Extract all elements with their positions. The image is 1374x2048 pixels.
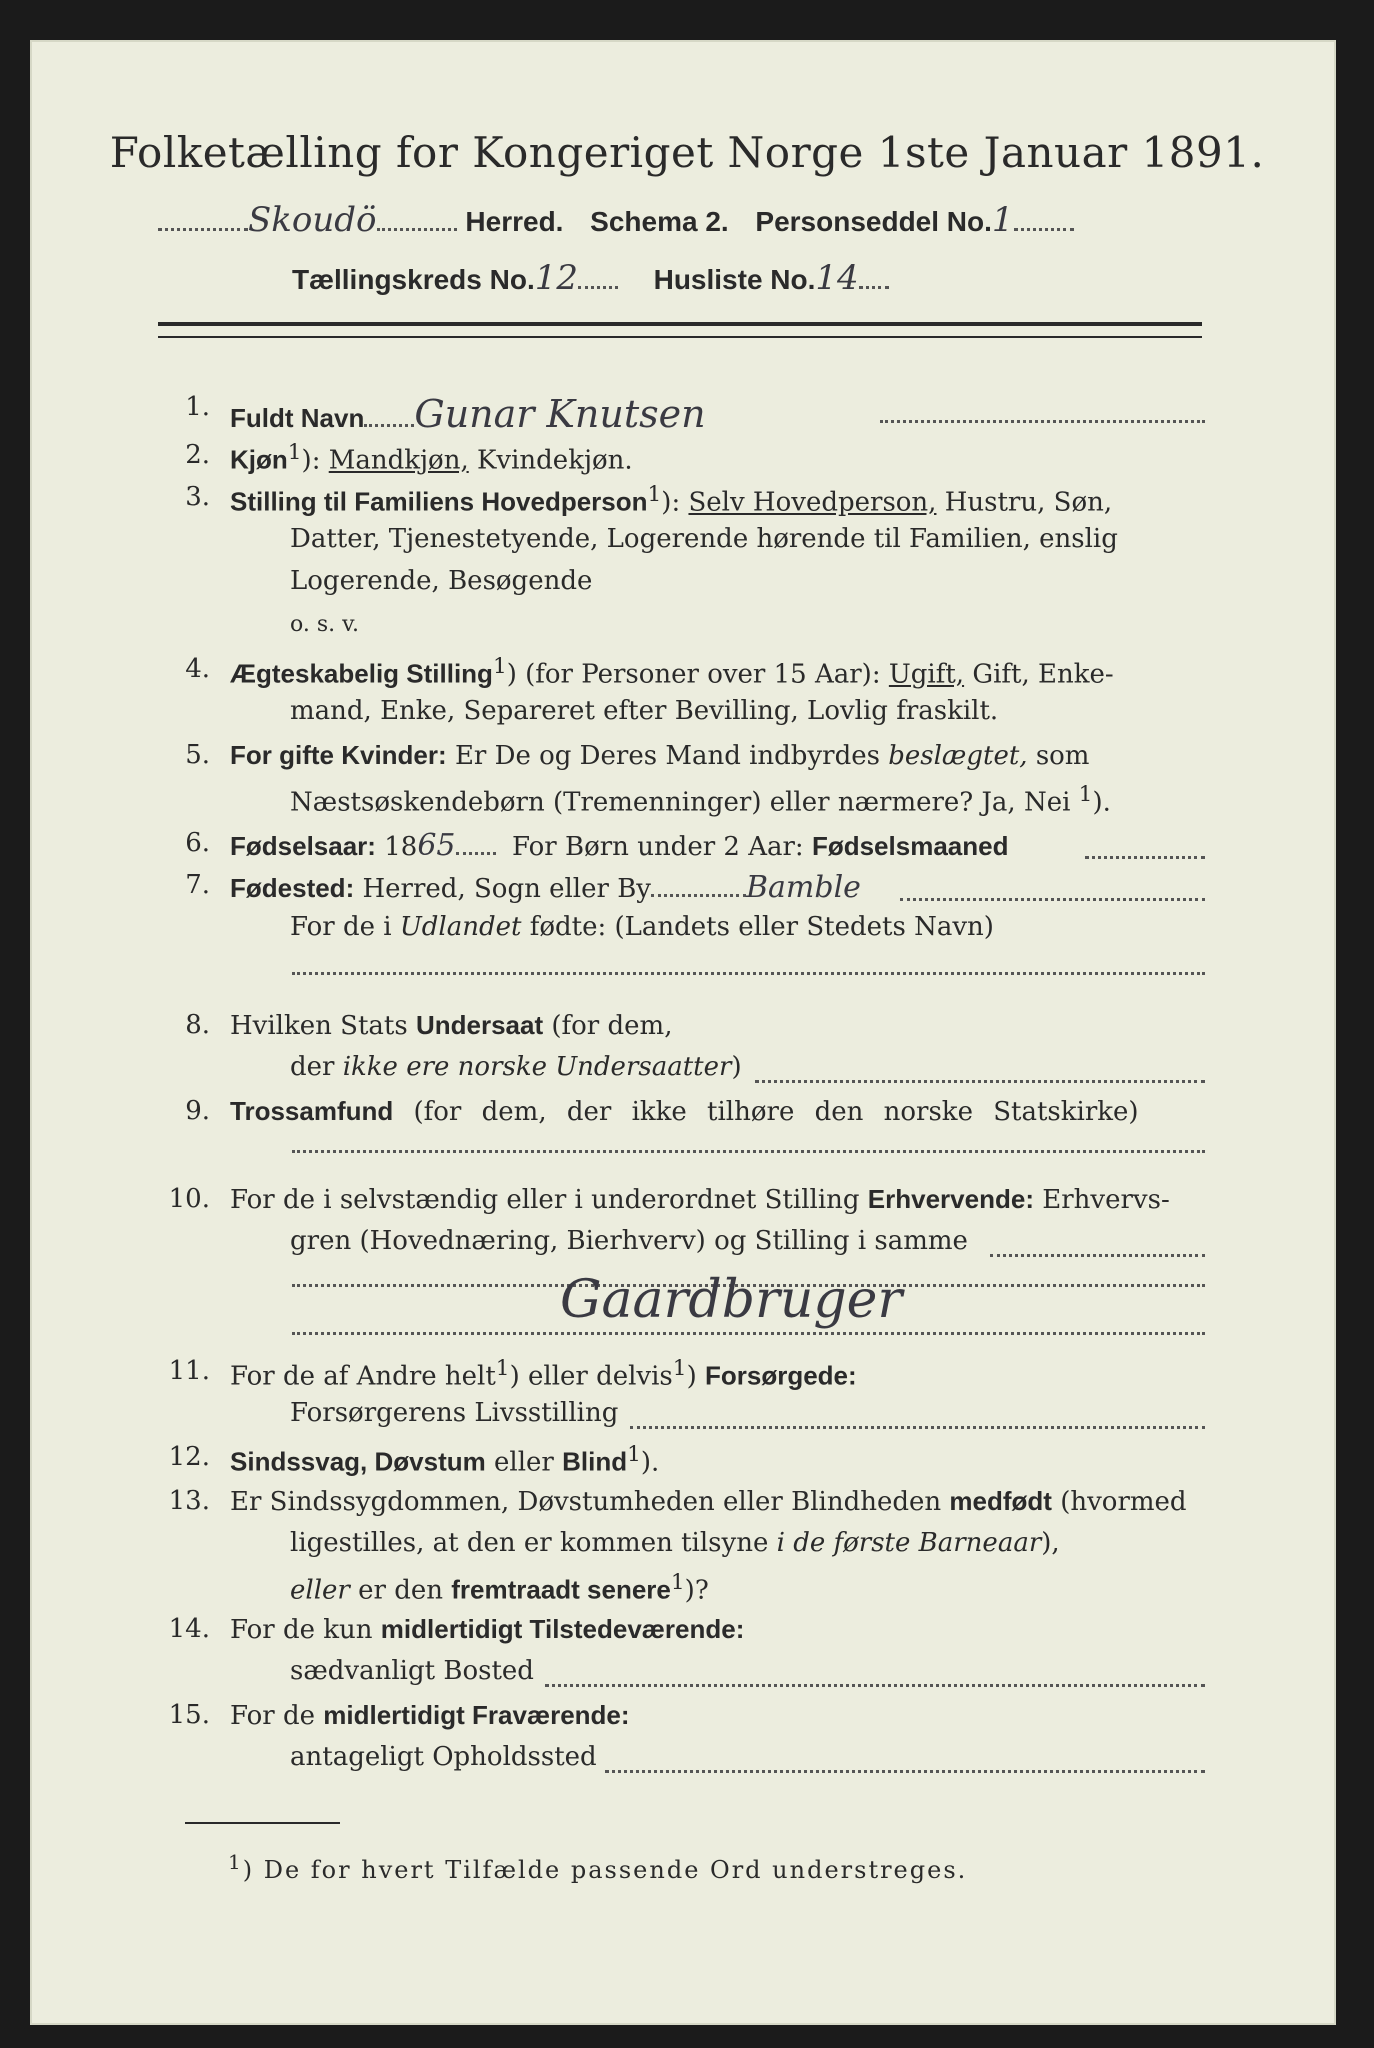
q1-answer: Gunar Knutsen — [414, 392, 706, 436]
q6-label: Fødselsaar: — [230, 831, 376, 861]
q9-blank-line — [292, 1150, 1205, 1153]
personseddel-label: Personseddel No. — [755, 206, 992, 237]
q8-number: 8. — [185, 1010, 210, 1040]
herred-row — [158, 200, 1074, 240]
q10-line2: gren (Hovednæring, Bierhverv) og Stilling i samme — [290, 1226, 968, 1256]
q3-option-selv-hovedperson: Selv Hovedperson, — [688, 487, 937, 518]
q15-number: 15. — [168, 1700, 210, 1730]
q6-answer-year: 65 — [417, 828, 456, 863]
q11-number: 11. — [168, 1356, 210, 1386]
schema-label: Schema 2. — [590, 206, 729, 237]
q1-number: 1. — [185, 392, 210, 422]
form-title: Folketælling for Kongeriget Norge 1ste Januar 1891. — [109, 128, 1265, 177]
q2-option-mandkjon: Mandkjøn, — [328, 445, 469, 476]
q10-answer-occupation: Gaardbruger — [560, 1270, 903, 1330]
q14-number: 14. — [168, 1614, 210, 1644]
q11-line2: Forsørgerens Livsstilling — [290, 1398, 619, 1428]
q5-label: For gifte Kvinder: — [230, 740, 447, 770]
q3-line3: Logerende, Besøgende — [290, 566, 593, 596]
q13-number: 13. — [168, 1486, 210, 1516]
q12-number: 12. — [168, 1442, 210, 1472]
q6-number: 6. — [185, 828, 210, 858]
q4-number: 4. — [185, 654, 210, 684]
q7-label: Fødested: — [230, 873, 355, 903]
husliste-label: Husliste No. — [653, 264, 816, 295]
q4-label: Ægteskabelig Stilling — [230, 658, 493, 689]
q9-number: 9. — [185, 1096, 210, 1126]
header-rule-bottom — [158, 336, 1202, 338]
q4-option-ugift: Ugift, — [888, 659, 965, 690]
taellingskreds-row — [292, 258, 889, 298]
q14-line2: sædvanligt Bosted — [290, 1656, 534, 1686]
q5-number: 5. — [185, 740, 210, 770]
herred-name: Skoudö — [248, 200, 377, 240]
q2-number: 2. — [185, 440, 210, 470]
q5-line2: Næstsøskendebørn (Tremenninger) eller nærmere? Ja, Nei — [290, 787, 1071, 818]
q7-blank-line — [292, 972, 1205, 975]
personseddel-no: 1 — [991, 200, 1014, 240]
q3-line4: o. s. v. — [290, 612, 359, 637]
q3-label: Stilling til Familiens Hovedperson — [230, 486, 648, 517]
q3-number: 3. — [185, 482, 210, 512]
q2-option-kvindekjon: Kvindekjøn. — [476, 445, 633, 476]
q1-label: Fuldt Navn — [230, 403, 365, 433]
taellingskreds-label: Tællingskreds No. — [292, 264, 535, 295]
husliste-no: 14 — [815, 258, 859, 298]
q7-answer-birthplace: Bamble — [746, 870, 861, 905]
q15-line2: antageligt Opholdssted — [290, 1742, 597, 1772]
header-rule-top — [158, 322, 1202, 326]
herred-label: Herred. — [465, 206, 564, 237]
q2-label: Kjøn — [230, 444, 288, 475]
footnote-rule — [185, 1822, 340, 1824]
q9-label: Trossamfund — [230, 1096, 394, 1126]
q3-line2: Datter, Tjenestetyende, Logerende hørende til Familien, enslig — [290, 524, 1118, 554]
taellingskreds-no: 12 — [534, 258, 578, 298]
q10-number: 10. — [168, 1184, 210, 1214]
q4-line2: mand, Enke, Separeret efter Bevilling, Lovlig fraskilt. — [290, 696, 999, 726]
q7-number: 7. — [185, 870, 210, 900]
